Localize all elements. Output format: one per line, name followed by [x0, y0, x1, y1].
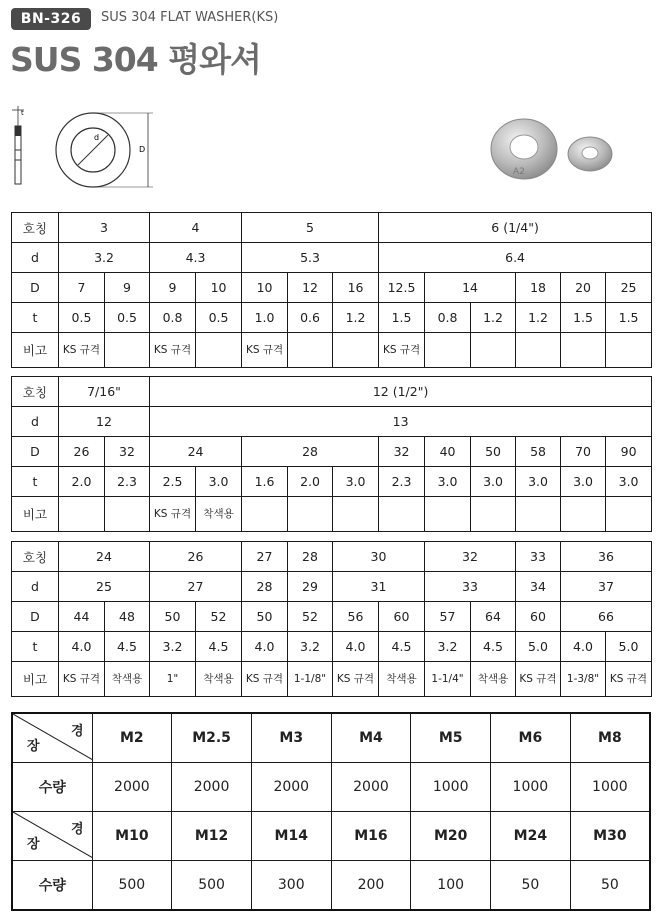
size-cell: 7/16" — [59, 377, 150, 407]
table-cell: 90 — [606, 437, 652, 467]
packing-quantity-table — [11, 712, 651, 911]
table-row — [12, 497, 652, 532]
row-label: D — [12, 437, 59, 467]
table-cell: 12.5 — [379, 273, 425, 303]
table-cell: 6.4 — [379, 243, 652, 273]
quantity-cell: 500 — [92, 861, 172, 911]
table-row — [12, 243, 652, 273]
row-label: t — [12, 632, 59, 662]
size-header: M3 — [251, 713, 331, 763]
table-cell: 5.0 — [516, 632, 561, 662]
size-header: M16 — [331, 812, 411, 861]
table-cell: 66 — [561, 602, 652, 632]
note-cell — [561, 333, 606, 368]
corner-bottom-label: 장 — [27, 739, 40, 754]
table-cell: 25 — [59, 572, 150, 602]
table-cell: 52 — [196, 602, 242, 632]
table-row — [12, 333, 652, 368]
table-cell: 60 — [379, 602, 425, 632]
note-cell: KS 규격 — [242, 333, 288, 368]
size-cell: 28 — [288, 542, 333, 572]
note-cell: 착색용 — [471, 662, 516, 697]
table-cell: 10 — [196, 273, 242, 303]
size-header: M12 — [172, 812, 252, 861]
size-cell: 4 — [150, 213, 242, 243]
quantity-label: 수량 — [12, 763, 92, 812]
table-row — [12, 572, 652, 602]
row-label: d — [12, 572, 59, 602]
quantity-label: 수량 — [12, 861, 92, 911]
table-cell: 29 — [288, 572, 333, 602]
note-cell: KS 규격 — [242, 662, 288, 697]
corner-bottom-label: 장 — [27, 837, 40, 852]
table-row — [12, 763, 650, 812]
page-title: SUS 304 평와셔 — [10, 40, 261, 79]
product-code-badge: BN-326 — [11, 8, 91, 30]
size-cell: 32 — [425, 542, 516, 572]
table-cell: 52 — [288, 602, 333, 632]
table-cell: 3.0 — [561, 467, 606, 497]
table-cell: 3.2 — [288, 632, 333, 662]
drawing-d-label: d — [94, 133, 100, 142]
quantity-cell: 1000 — [411, 763, 491, 812]
size-header: M2.5 — [172, 713, 252, 763]
table-cell: 1.2 — [471, 303, 516, 333]
table-cell: 5.3 — [242, 243, 379, 273]
size-cell: 5 — [242, 213, 379, 243]
table-cell: 1.0 — [242, 303, 288, 333]
table-cell: 50 — [242, 602, 288, 632]
product-subtitle: SUS 304 FLAT WASHER(KS) — [101, 10, 279, 25]
table-cell: 0.5 — [59, 303, 105, 333]
note-cell — [516, 333, 561, 368]
table-cell: 3.0 — [425, 467, 471, 497]
table-row — [12, 632, 652, 662]
table-cell: 70 — [561, 437, 606, 467]
corner-header — [12, 812, 92, 861]
table-cell: 3.0 — [333, 467, 379, 497]
note-cell: 1-3/8" — [561, 662, 606, 697]
note-cell — [288, 333, 333, 368]
table-cell: 0.8 — [150, 303, 196, 333]
table-cell: 3.2 — [59, 243, 150, 273]
table-row — [12, 542, 652, 572]
size-cell: 12 (1/2") — [150, 377, 652, 407]
table-cell: 28 — [242, 437, 379, 467]
table-cell: 34 — [516, 572, 561, 602]
size-cell: 36 — [561, 542, 652, 572]
table-cell: 4.5 — [105, 632, 150, 662]
quantity-cell: 200 — [331, 861, 411, 911]
note-cell: KS 규격 — [59, 333, 105, 368]
table-cell: 4.3 — [150, 243, 242, 273]
quantity-cell: 2000 — [92, 763, 172, 812]
table-cell: 9 — [105, 273, 150, 303]
note-cell: KS 규격 — [379, 333, 425, 368]
table-cell: 3.0 — [196, 467, 242, 497]
corner-header — [12, 713, 92, 763]
table-cell: 37 — [561, 572, 652, 602]
table-row — [12, 467, 652, 497]
drawing-t-label: t — [21, 109, 24, 117]
note-cell — [471, 333, 516, 368]
table-cell: 1.2 — [516, 303, 561, 333]
size-cell: 24 — [59, 542, 150, 572]
table-row — [12, 303, 652, 333]
size-header: M2 — [92, 713, 172, 763]
size-header: M4 — [331, 713, 411, 763]
note-cell: 1-1/4" — [425, 662, 471, 697]
note-cell — [606, 497, 652, 532]
note-cell — [333, 497, 379, 532]
note-cell: 1-1/8" — [288, 662, 333, 697]
table-cell: 28 — [242, 572, 288, 602]
note-cell — [59, 497, 105, 532]
table-cell: 56 — [333, 602, 379, 632]
table-cell: 40 — [425, 437, 471, 467]
table-cell: 4.5 — [196, 632, 242, 662]
large-washer-image — [491, 119, 557, 179]
table-cell: 2.3 — [379, 467, 425, 497]
size-cell: 27 — [242, 542, 288, 572]
washer-stamp: A2 — [513, 167, 525, 177]
table-cell: 4.0 — [333, 632, 379, 662]
note-cell — [561, 497, 606, 532]
table-cell: 27 — [150, 572, 242, 602]
table-cell: 1.5 — [379, 303, 425, 333]
table-cell: 33 — [425, 572, 516, 602]
table-cell: 12 — [59, 407, 150, 437]
table-row — [12, 861, 650, 911]
table-cell: 4.5 — [471, 632, 516, 662]
quantity-cell: 100 — [411, 861, 491, 911]
quantity-cell: 2000 — [172, 763, 252, 812]
note-cell: 착색용 — [196, 497, 242, 532]
table-cell: 24 — [150, 437, 242, 467]
quantity-cell: 50 — [570, 861, 650, 911]
quantity-cell: 1000 — [570, 763, 650, 812]
table-cell: 3.2 — [150, 632, 196, 662]
table-cell: 12 — [288, 273, 333, 303]
table-cell: 16 — [333, 273, 379, 303]
note-cell — [196, 333, 242, 368]
table-row — [12, 662, 652, 697]
size-header: M24 — [491, 812, 571, 861]
size-header: M10 — [92, 812, 172, 861]
table-row — [12, 377, 652, 407]
note-cell: KS 규격 — [606, 662, 652, 697]
table-cell: 5.0 — [606, 632, 652, 662]
table-cell: 7 — [59, 273, 105, 303]
row-label: 비고 — [12, 497, 59, 532]
table-cell: 32 — [105, 437, 150, 467]
table-cell: 50 — [150, 602, 196, 632]
note-cell — [606, 333, 652, 368]
washer-product-photo — [478, 112, 618, 182]
note-cell: KS 규격 — [150, 333, 196, 368]
note-cell — [379, 497, 425, 532]
table-row — [12, 213, 652, 243]
table-cell: 2.0 — [288, 467, 333, 497]
drawing-D-label: D — [139, 145, 146, 154]
spec-table-1 — [11, 212, 652, 368]
note-cell — [425, 497, 471, 532]
table-cell: 13 — [150, 407, 652, 437]
note-cell: KS 규격 — [516, 662, 561, 697]
table-cell: 2.5 — [150, 467, 196, 497]
row-label: d — [12, 407, 59, 437]
size-header: M6 — [491, 713, 571, 763]
table-cell: 32 — [379, 437, 425, 467]
size-cell: 6 (1/4") — [379, 213, 652, 243]
table-cell: 1.2 — [333, 303, 379, 333]
table-cell: 2.0 — [59, 467, 105, 497]
table-row — [12, 273, 652, 303]
table-cell: 0.5 — [196, 303, 242, 333]
table-cell: 20 — [561, 273, 606, 303]
spec-table-2 — [11, 376, 652, 532]
table-row — [12, 407, 652, 437]
size-header: M14 — [251, 812, 331, 861]
row-label: 호칭 — [12, 213, 59, 243]
note-cell — [333, 333, 379, 368]
washer-technical-drawing — [8, 100, 168, 195]
note-cell — [288, 497, 333, 532]
table-cell: 3.2 — [425, 632, 471, 662]
table-cell: 18 — [516, 273, 561, 303]
row-label: D — [12, 602, 59, 632]
row-label: 비고 — [12, 662, 59, 697]
note-cell: 착색용 — [105, 662, 150, 697]
note-cell: 착색용 — [196, 662, 242, 697]
quantity-cell: 300 — [251, 861, 331, 911]
quantity-cell: 2000 — [331, 763, 411, 812]
table-cell: 48 — [105, 602, 150, 632]
table-cell: 60 — [516, 602, 561, 632]
table-cell: 3.0 — [516, 467, 561, 497]
note-cell — [516, 497, 561, 532]
note-cell: 착색용 — [379, 662, 425, 697]
table-cell: 10 — [242, 273, 288, 303]
row-label: t — [12, 303, 59, 333]
size-header: M30 — [570, 812, 650, 861]
table-cell: 4.5 — [379, 632, 425, 662]
note-cell: KS 규격 — [150, 497, 196, 532]
washer-front-view — [56, 113, 153, 187]
table-cell: 3.0 — [606, 467, 652, 497]
spec-table-3 — [11, 541, 652, 697]
note-cell: 1" — [150, 662, 196, 697]
table-cell: 57 — [425, 602, 471, 632]
table-cell: 0.6 — [288, 303, 333, 333]
table-cell: 3.0 — [471, 467, 516, 497]
table-cell: 4.0 — [561, 632, 606, 662]
row-label: d — [12, 243, 59, 273]
small-washer-image — [568, 137, 612, 171]
table-row — [12, 713, 650, 763]
corner-top-label: 경 — [70, 724, 84, 739]
corner-top-label: 경 — [70, 822, 84, 837]
table-row — [12, 437, 652, 467]
size-cell: 33 — [516, 542, 561, 572]
table-row — [12, 602, 652, 632]
size-header: M8 — [570, 713, 650, 763]
table-cell: 31 — [333, 572, 425, 602]
table-cell: 1.5 — [561, 303, 606, 333]
table-cell: 50 — [471, 437, 516, 467]
table-cell: 4.0 — [242, 632, 288, 662]
size-cell: 3 — [59, 213, 150, 243]
table-cell: 0.8 — [425, 303, 471, 333]
size-header: M5 — [411, 713, 491, 763]
table-cell: 0.5 — [105, 303, 150, 333]
row-label: 비고 — [12, 333, 59, 368]
table-cell: 9 — [150, 273, 196, 303]
table-cell: 2.3 — [105, 467, 150, 497]
note-cell: KS 규격 — [59, 662, 105, 697]
row-label: t — [12, 467, 59, 497]
table-row — [12, 812, 650, 861]
size-cell: 26 — [150, 542, 242, 572]
size-cell: 30 — [333, 542, 425, 572]
table-cell: 64 — [471, 602, 516, 632]
note-cell — [105, 497, 150, 532]
row-label: 호칭 — [12, 542, 59, 572]
table-cell: 1.5 — [606, 303, 652, 333]
note-cell — [242, 497, 288, 532]
quantity-cell: 2000 — [251, 763, 331, 812]
quantity-cell: 1000 — [491, 763, 571, 812]
table-cell: 44 — [59, 602, 105, 632]
table-cell: 1.6 — [242, 467, 288, 497]
table-cell: 58 — [516, 437, 561, 467]
row-label: 호칭 — [12, 377, 59, 407]
quantity-cell: 500 — [172, 861, 252, 911]
size-header: M20 — [411, 812, 491, 861]
note-cell — [105, 333, 150, 368]
table-cell: 26 — [59, 437, 105, 467]
row-label: D — [12, 273, 59, 303]
washer-side-view — [12, 106, 24, 184]
table-cell: 25 — [606, 273, 652, 303]
table-cell: 14 — [425, 273, 516, 303]
note-cell — [425, 333, 471, 368]
note-cell: KS 규격 — [333, 662, 379, 697]
table-cell: 4.0 — [59, 632, 105, 662]
note-cell — [471, 497, 516, 532]
quantity-cell: 50 — [491, 861, 571, 911]
